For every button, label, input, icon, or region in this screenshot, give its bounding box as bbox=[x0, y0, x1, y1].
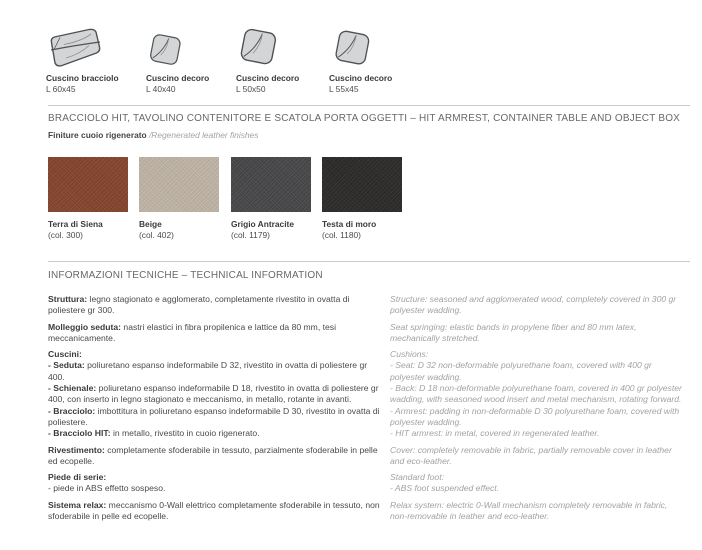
finish-swatch-color bbox=[322, 157, 402, 212]
cushion-item bbox=[46, 24, 119, 95]
finish-color-code: (col. 402) bbox=[139, 230, 174, 240]
finish-color-code: (col. 300) bbox=[48, 230, 83, 240]
cushion-item bbox=[146, 24, 209, 95]
cushion-row bbox=[0, 24, 702, 104]
finish-name: Grigio Antracite bbox=[231, 219, 294, 229]
cushion-size: L 40x40 bbox=[146, 84, 176, 94]
finishes-section-title: BRACCIOLO HIT, TAVOLINO CONTENITORE E SCATOLA PORTA OGGETTI – HIT ARMREST, CONTAINER TABLE AND OBJECT BOX bbox=[48, 113, 681, 124]
armrest-cushion-icon bbox=[46, 24, 119, 69]
spec-paragraph: Molleggio seduta: nastri elastici in fibra propilenica e lattice da 80 mm, tesi meccanicamente. bbox=[48, 321, 336, 343]
deco-cushion-icon bbox=[329, 24, 392, 69]
finish-color-code: (col. 1180) bbox=[322, 230, 361, 240]
finish-swatch-color bbox=[139, 157, 219, 212]
cushion-name: Cuscino bracciolo bbox=[46, 73, 119, 83]
spec-paragraph: Cover: completely removable in fabric, partially removable cover in leather and eco-leather. bbox=[390, 444, 672, 466]
spec-paragraph: Cuscini: - Seduta: poliuretano espanso indeformabile D 32, rivestito in ovatta di poliestere gr 400. - Schienale: poliuretano espanso indeformabile D 18, rivestito in ovatta di poliestere gr 400, con inserto in legno stagionato e meccanismo, in metallo, rotante in avanti. - Bracciolo: imbottitura in poliuretano espanso indeformabile D 30, rivestito in ovatta di poliestere. - Bracciolo HIT: in metallo, rivestito in cuoio rigenerato. bbox=[48, 349, 380, 439]
finishes-subtitle-english: /Regenerated leather finishes bbox=[146, 130, 259, 140]
spec-paragraph: Cushions: - Seat: D 32 non-deformable polyurethane foam, covered with 400 gr polyester wadding. - Back: D 18 non-deformable polyurethane foam, covered in 400 gr polyester wadding, with seasoned wood insert and metal mechanism, rotating forward. - Armrest: padding in non-deformable D 30 polyurethane foam, covered with polyester wadding. - HIT armrest: in metal, covered in regenerated leather. bbox=[390, 349, 682, 439]
cushion-name: Cuscino decoro bbox=[146, 73, 210, 83]
spec-paragraph: Struttura: legno stagionato e agglomerato, completamente rivestito in ovatta di poliestere gr 300. bbox=[48, 294, 350, 316]
finishes-subtitle-italian: Finiture cuoio rigenerato bbox=[48, 130, 147, 140]
finish-swatch-item bbox=[322, 157, 408, 241]
cushion-name: Cuscino decoro bbox=[329, 73, 393, 83]
spec-paragraph: Relax system: electric 0-Wall mechanism completely removable in fabric, non-removable in leather and eco-leather. bbox=[390, 499, 668, 522]
finish-name: Terra di Siena bbox=[48, 219, 103, 229]
finish-swatch-item bbox=[48, 157, 134, 241]
technical-section-title: INFORMAZIONI TECNICHE – TECHNICAL INFORMATION bbox=[48, 270, 323, 281]
spec-paragraph: Sistema relax: meccanismo 0-Wall elettrico completamente sfoderabile in tessuto, non sfoderabile in pelle ed ecopelle. bbox=[48, 499, 380, 522]
finish-name: Testa di moro bbox=[322, 219, 377, 229]
spec-paragraph: Standard foot: - ABS foot suspended effect. bbox=[390, 472, 500, 494]
cushion-item bbox=[236, 24, 299, 95]
finish-swatch-item bbox=[139, 157, 225, 241]
cushion-item bbox=[329, 24, 392, 95]
divider bbox=[48, 261, 690, 262]
spec-paragraph: Piede di serie: - piede in ABS effetto sospeso. bbox=[48, 472, 166, 494]
spec-column-italian bbox=[48, 294, 380, 527]
divider bbox=[48, 105, 690, 106]
spec-column-english bbox=[390, 294, 682, 527]
cushion-size: L 60x45 bbox=[46, 84, 76, 94]
spec-paragraph: Structure: seasoned and agglomerated wood, completely covered in 300 gr polyester wadding. bbox=[390, 294, 677, 316]
cushion-size: L 55x45 bbox=[329, 84, 359, 94]
finish-name: Beige bbox=[139, 219, 162, 229]
cushion-name: Cuscino decoro bbox=[236, 73, 300, 83]
cushion-size: L 50x50 bbox=[236, 84, 266, 94]
finishes-subtitle bbox=[48, 130, 258, 140]
deco-cushion-icon bbox=[146, 24, 209, 69]
finish-color-code: (col. 1179) bbox=[231, 230, 270, 240]
spec-paragraph: Rivestimento: completamente sfoderabile in tessuto, parzialmente sfoderabile in pelle ed ecopelle. bbox=[48, 444, 378, 466]
finish-swatch-color bbox=[231, 157, 311, 212]
spec-paragraph: Seat springing: elastic bands in propylene fiber and 80 mm latex, mechanically stretched. bbox=[390, 321, 637, 343]
deco-cushion-icon bbox=[236, 24, 299, 69]
finish-swatch-item bbox=[231, 157, 317, 241]
finish-swatch-color bbox=[48, 157, 128, 212]
